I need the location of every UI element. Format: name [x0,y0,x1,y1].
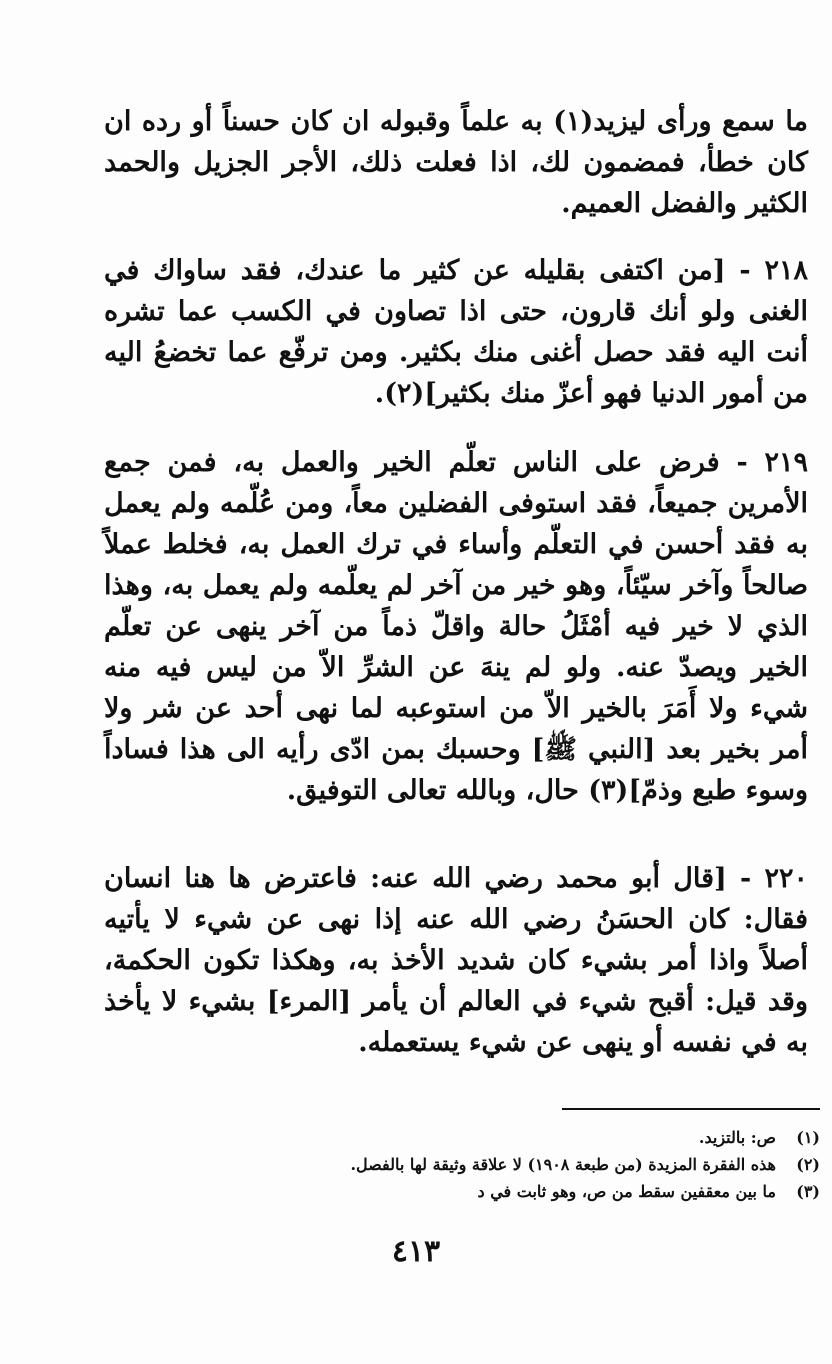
footnote-3 [240,1178,820,1205]
page-number: ٤١٣ [391,1234,441,1269]
footnote-text: هذه الفقرة المزيدة (من طبعة ١٩٠٨) لا علاقة وثيقة لها بالفصل. [350,1155,776,1174]
footnote-number: (١) [796,1128,820,1147]
footnote-text: ما بين معقفين سقط من ص، وهو ثابت في د [477,1182,776,1201]
footnote-divider [562,1108,820,1110]
footnote-number: (٢) [796,1155,820,1174]
footnote-text: ص: بالتزيد. [698,1128,776,1147]
footnote-2 [240,1151,820,1178]
paragraph-220: ٢٢٠ - [قال أبو محمد رضي الله عنه: فاعترض ها هنا انسان فقال: كان الحسَنُ رضي الله عنه إذا نهى عن شيء لا يأتيه أصلاً واذا أمر بشيء كان شديد الأخذ به، وهكذا تكون الحكمة، وقد قيل: أقبح شيء في العالم أن يأمر [المرء] بشيء لا يأخذ به في نفسه أو ينهى عن شيء يستعمله. [104,863,808,1058]
footnote-1 [240,1124,820,1151]
footnotes [240,1124,820,1205]
paragraph-218: ٢١٨ - [من اكتفى بقليله عن كثير ما عندك، فقد ساواك في الغنى ولو أنك قارون، حتى اذا تصاون في الكسب عما تشره أنت اليه فقد حصل أغنى منك بكثير. ومن ترفّع عما تخضعُ اليه من أمور الدنيا فهو أعزّ منك بكثير](٢). [104,255,808,409]
paragraph-219: ٢١٩ - فرض على الناس تعلّم الخير والعمل به، فمن جمع الأمرين جميعاً، فقد استوفى الفضلين معاً، ومن عُلّمه ولم يعمل به فقد أحسن في التعلّم وأساء في ترك العمل به، فخلط عملاً صالحاً وآخر سيّئاً، وهو خير من آخر لم يعلّمه ولم يعمل به، وهذا الذي لا خير فيه أمْثَلُ حالة واقلّ ذماً من آخر ينهى عن تعلّم الخير ويصدّ عنه. ولو لم ينهَ عن الشرِّ الاّ من ليس فيه منه شيء ولا أَمَرَ بالخير الاّ من استوعبه لما نهى أحد عن شر ولا أمر بخير بعد [النبي ﷺ] وحسبك بمن ادّى رأيه الى هذا فساداً وسوء طبع وذمّ](٣) حال، وبالله تعالى التوفيق. [104,447,808,806]
footnote-number: (٣) [796,1182,820,1201]
paragraph-continuation: ما سمع ورأى ليزيد(١) به علماً وقبوله ان كان حسناً أو رده ان كان خطأ، فمضمون لك، اذا فعلت ذلك، الأجر الجزيل والحمد الكثير والفضل العميم. [104,106,809,219]
